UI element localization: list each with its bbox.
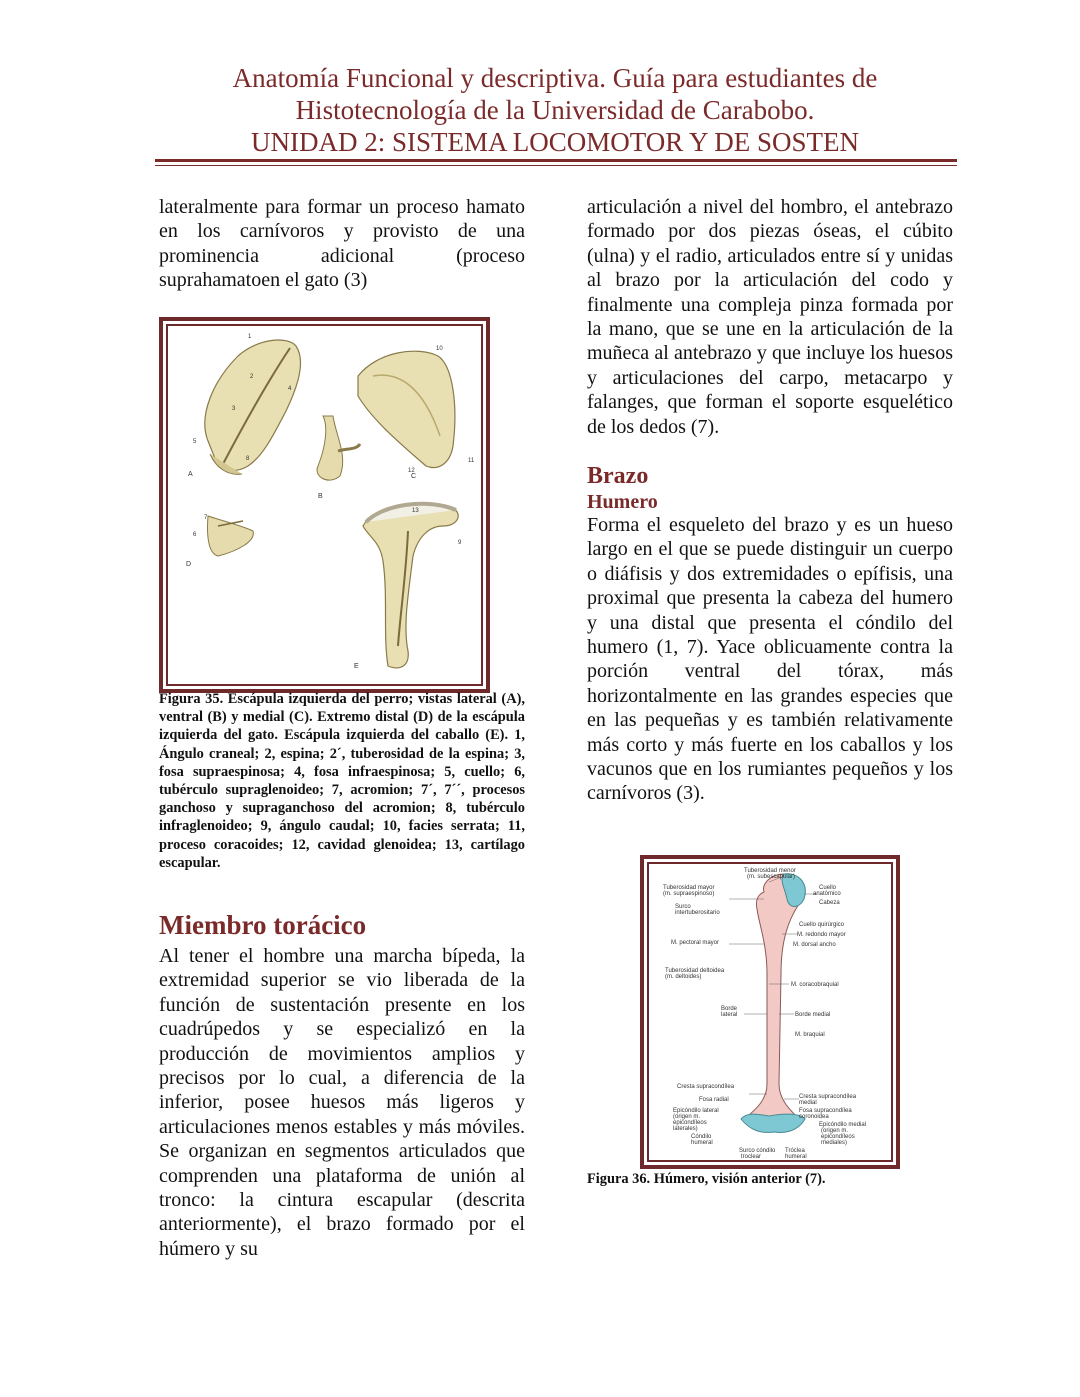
fig36-label-borde-lat2: lateral xyxy=(721,1012,738,1018)
fig36-label-tub-mayor-m: (m. supraespinoso) xyxy=(663,891,715,897)
fig35-label-5: 5 xyxy=(193,439,197,445)
fig36-label-condilo: Cóndilo xyxy=(691,1134,712,1140)
fig35-label-c: C xyxy=(411,473,417,480)
fig36-label-fosa-radial: Fosa radial xyxy=(699,1097,729,1103)
fig36-label-tub-menor: Tuberosidad menor xyxy=(744,868,796,874)
header-line-1: Anatomía Funcional y descriptiva. Guía para estudiantes de xyxy=(232,63,878,93)
page-header xyxy=(155,62,955,158)
fig36-label-pectoral: M. pectoral mayor xyxy=(671,940,720,946)
fig36-label-epic-lat3: epicondíleos xyxy=(673,1120,707,1126)
fig35-label-7: 7 xyxy=(204,515,208,521)
fig36-label-cabeza: Cabeza xyxy=(819,900,840,906)
scapula-view-a-body xyxy=(205,340,301,470)
fig35-label-10: 10 xyxy=(436,346,443,352)
fig35-label-13: 13 xyxy=(412,508,419,514)
figure-35-caption-text: Figura 35. Escápula izquierda del perro; vistas lateral (A), ventral (B) y medial (C). Extremo distal (D) de la escápula izquierda del gato. Escápula izquierda del caballo (E). 1, Ángulo craneal; 2, espina; 2´, tuberosidad de la espina; 3, fosa supraespinosa; 4, fosa infraespinosa; 5, cuello; 6, tubérculo supraglenoideo; 7, acromion; 7´, 7´´, procesos ganchoso y supraganchoso del acromion; 8, tubérculo infraglenoideo; 9, ángulo caudal; 10, facies serrata; 11, proceso coracoides; 12, cavidad glenoidea; 13, cartílago escapular. xyxy=(159,691,525,871)
fig35-label-11: 11 xyxy=(468,458,475,464)
fig36-label-surco-cond2: troclear xyxy=(741,1154,762,1160)
fig35-label-6: 6 xyxy=(193,532,197,538)
figure-36-caption-text: Figura 36. Húmero, visión anterior (7). xyxy=(587,1171,826,1187)
fig35-label-3: 3 xyxy=(232,406,236,412)
fig36-label-epic-lat: Epicóndilo lateral xyxy=(673,1108,719,1114)
fig36-label-epic-med: Epicóndilo medial xyxy=(819,1122,867,1128)
fig35-label-9: 9 xyxy=(458,540,462,546)
fig36-label-borde-med: Borde medial xyxy=(795,1012,831,1018)
fig35-label-b: B xyxy=(318,493,323,500)
fig35-label-2: 2 xyxy=(250,374,254,380)
fig36-label-borde-lat: Borde xyxy=(721,1006,738,1012)
subsection-title-humero: Humero xyxy=(587,491,658,513)
fig35-label-e: E xyxy=(354,663,359,670)
fig35-label-d: D xyxy=(186,561,192,568)
fig36-label-epic-med4: mediales) xyxy=(821,1140,848,1146)
fig36-label-cuello-quir: Cuello quirúrgico xyxy=(799,922,845,928)
fig36-label-tub-menor-m: (m. subescapular) xyxy=(747,874,796,880)
fig36-label-troclea: Tróclea xyxy=(785,1148,805,1154)
figure-35-caption xyxy=(159,690,525,872)
section-miembro-toracico xyxy=(159,910,525,1261)
fig36-label-surco: Surco xyxy=(675,904,691,910)
figure-35-inner-frame xyxy=(166,324,483,686)
fig36-label-fosa-cor2: coronoidea xyxy=(799,1114,829,1120)
left-intro-text: lateralmente para formar un proceso hamato en los carnívoros y provisto de una prominencia adicional (proceso suprahamatoen el gato (3) xyxy=(159,196,525,292)
fig36-label-deltoidea: Tuberosidad deltoidea xyxy=(665,968,725,974)
scapula-view-e-body xyxy=(363,505,458,668)
fig35-label-12: 12 xyxy=(408,468,415,474)
miembro-toracico-body: Al tener el hombre una marcha bípeda, la extremidad superior se vio liberada de la función de sustentación presente en los cuadrúpedos y se especializó en la producción de movimientos amplios y precisos por lo cual, a diferencia de la inferior, posee huesos más ligeros y articulaciones menos estables y más móviles. Se organizan en segmentos articulados que comprenden una plataforma de unión al tronco: la cintura escapular (descrita anteriormente), el brazo formado por el húmero y su xyxy=(159,945,525,1260)
section-title-brazo: Brazo xyxy=(587,463,649,489)
fig36-label-braquial: M. braquial xyxy=(795,1032,825,1038)
fig36-label-redondo: M. redondo mayor xyxy=(797,932,846,938)
fig36-label-cresta-med2: medial xyxy=(799,1100,817,1106)
fig36-label-cresta-sup: Cresta supracondílea xyxy=(677,1084,735,1090)
fig36-label-cuello-anat2: anatómico xyxy=(813,891,841,897)
fig36-label-deltoidea-m: (m. deltoides) xyxy=(665,974,702,980)
fig36-label-epic-med3: epicondíleos xyxy=(821,1134,855,1140)
fig35-label-4: 4 xyxy=(288,386,292,392)
scapula-view-c-body xyxy=(358,351,455,467)
fig36-label-cuello-anat: Cuello xyxy=(819,885,837,891)
fig36-label-epic-lat2: (origen m. xyxy=(673,1114,701,1120)
header-line-2: Histotecnología de la Universidad de Carabobo. xyxy=(295,95,815,125)
right-intro-paragraph xyxy=(587,195,953,439)
section-title-miembro-toracico: Miembro torácico xyxy=(159,910,367,940)
fig36-label-epic-lat4: laterales) xyxy=(673,1126,698,1132)
humero-body: Forma el esqueleto del brazo y es un hueso largo en el que se puede distinguir un cuerpo o diáfisis y dos extremidades o epífisis, una proximal que presenta la cabeza del humero y una distal que presenta el cóndilo del humero (1, 7). Yace oblicuamente contra la porción ventral del tórax, más horizontalmente en las grandes especies que en las pequeñas y es también relativamente más corto y más fuerte en los caballos y los vacunos que en los rumiantes pequeños y los carnívoros (3). xyxy=(587,514,953,805)
fig36-label-condilo2: humeral xyxy=(691,1140,713,1146)
figure-36-humerus-illustration xyxy=(649,864,891,1160)
fig36-label-tub-mayor: Tuberosidad mayor xyxy=(663,885,715,891)
fig36-label-dorsal: M. dorsal ancho xyxy=(793,942,836,948)
scapula-view-b-body xyxy=(317,416,343,480)
fig36-label-cresta-med: Cresta supracondílea xyxy=(799,1094,857,1100)
fig36-label-fosa-cor: Fosa supracondílea xyxy=(799,1108,852,1114)
fig36-label-epic-med2: (origen m. xyxy=(821,1128,849,1134)
fig36-label-troclea2: humeral xyxy=(785,1154,807,1160)
scapula-view-d-distal xyxy=(207,516,253,556)
fig35-label-8: 8 xyxy=(246,456,250,462)
fig35-label-a: A xyxy=(188,471,193,478)
humerus-condyle xyxy=(741,1114,805,1132)
header-line-3: UNIDAD 2: SISTEMA LOCOMOTOR Y DE SOSTEN xyxy=(250,127,860,157)
figure-35-frame xyxy=(159,317,490,693)
humerus-shaft xyxy=(744,874,802,1127)
header-rule-thin xyxy=(155,165,957,166)
fig36-label-surco-cond: Surco cóndilo xyxy=(739,1148,776,1154)
left-intro-paragraph xyxy=(159,195,525,293)
right-intro-text: articulación a nivel del hombro, el antebrazo formado por dos piezas óseas, el cúbito (ulna) y el radio, articulados entre sí y unidas al brazo por la articulación del codo y finalmente una compleja pinza formada por la mano, que se une en la articulación de la muñeca al antebrazo y que incluye los huesos y articulaciones del carpo, metacarpo y falanges, que forman el soporte esquelético de los dedos (7). xyxy=(587,196,953,438)
figure-35-scapula-illustration xyxy=(168,326,481,684)
fig36-label-surco2: intertuberositario xyxy=(675,910,720,916)
section-brazo xyxy=(587,463,953,806)
fig36-label-coracobraquial: M. coracobraquial xyxy=(791,982,839,988)
figure-36-caption xyxy=(587,1170,953,1188)
fig35-label-1: 1 xyxy=(248,334,252,340)
figure-36-inner-frame xyxy=(647,862,893,1162)
header-rule-thick xyxy=(155,159,957,162)
figure-36-frame xyxy=(640,855,900,1169)
